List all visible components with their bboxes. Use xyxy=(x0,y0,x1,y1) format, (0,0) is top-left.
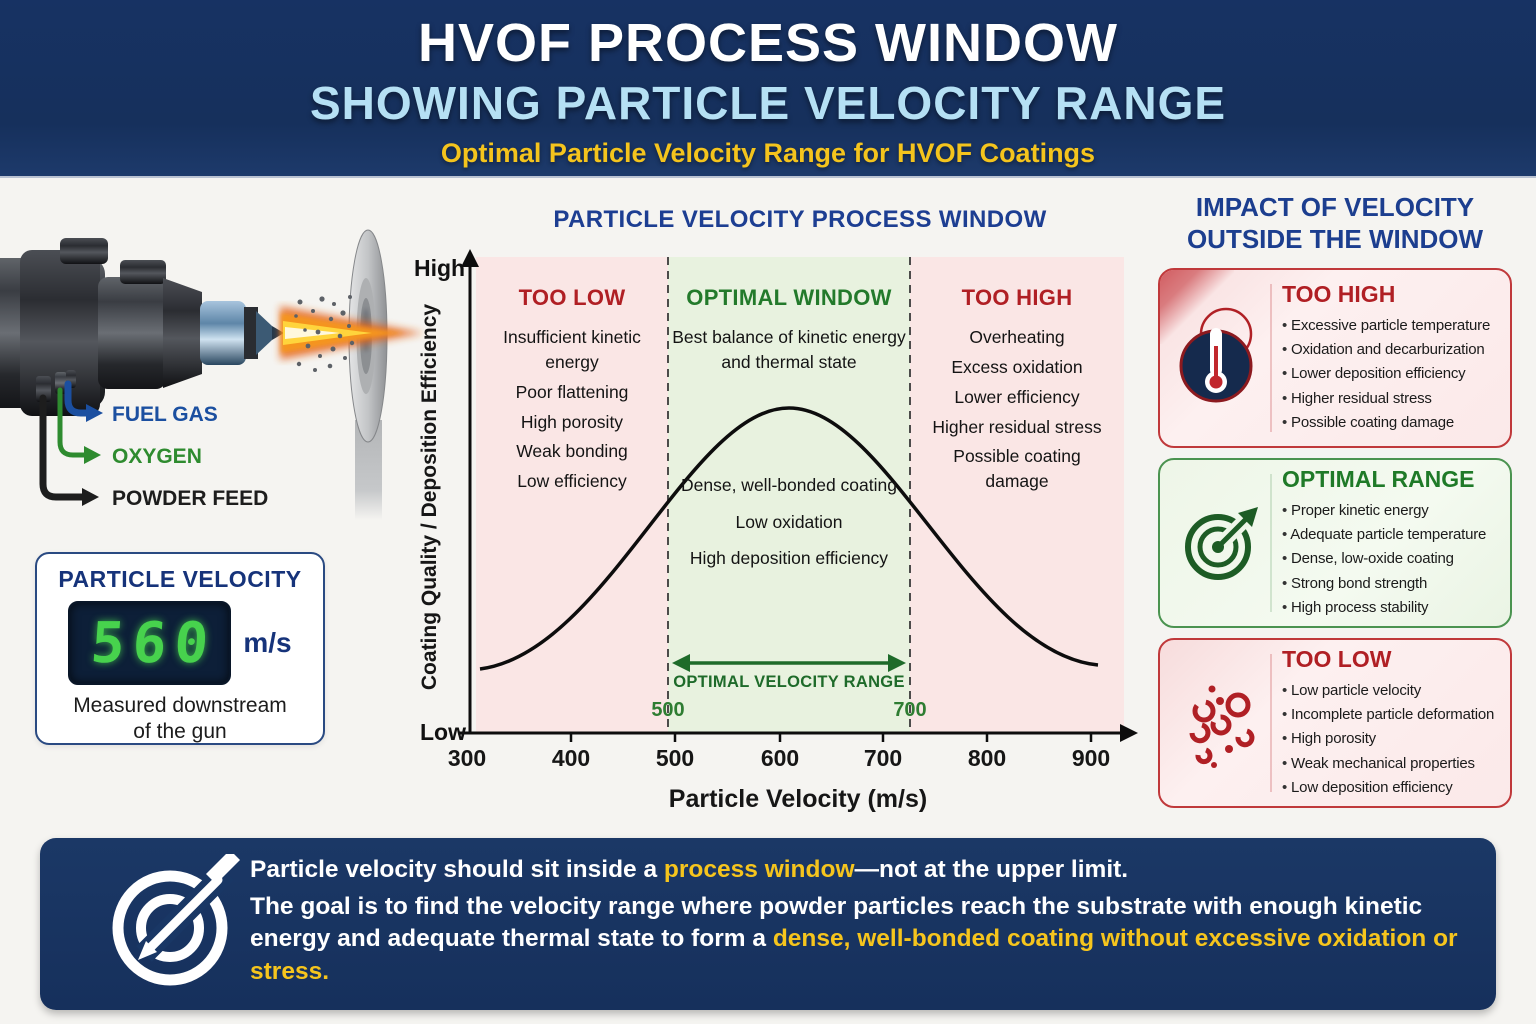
velocity-box-title: PARTICLE VELOCITY xyxy=(58,566,302,592)
card-corner-ribbon xyxy=(1160,270,1234,344)
zone-too-high-text xyxy=(910,285,1124,499)
card-divider xyxy=(1270,284,1272,432)
footer-highlight-goal: dense, well-bonded coating without excessive oxidation or stress. xyxy=(250,925,1458,985)
header-banner xyxy=(0,0,1536,178)
x-tick-400: 400 xyxy=(551,745,591,771)
footer-banner xyxy=(40,838,1496,1010)
chart-title: PARTICLE VELOCITY PROCESS WINDOW xyxy=(553,206,1047,233)
velocity-unit: m/s xyxy=(243,627,292,658)
zone-optimal-intro: Best balance of kinetic energy and thermal state xyxy=(672,327,906,373)
x-axis-arrowhead xyxy=(1120,724,1138,742)
optimal-range-max: 700 xyxy=(893,699,927,721)
x-tick-300: 300 xyxy=(447,745,487,771)
card-optimal-list: • Proper kinetic energy • Adequate particle temperature • Dense, low-oxide coating • Strong bond strength • High process stability xyxy=(1282,499,1486,620)
page-tagline: Optimal Particle Velocity Range for HVOF Coatings xyxy=(440,138,1096,168)
card-too-high xyxy=(1158,268,1512,448)
card-too-low xyxy=(1158,638,1512,808)
y-axis-low-label: Low xyxy=(420,719,466,745)
y-axis-title: Coating Quality / Deposition Efficiency xyxy=(418,303,441,691)
impact-panel xyxy=(1148,192,1522,796)
card-optimal-title: OPTIMAL RANGE xyxy=(1282,465,1475,492)
card-optimal-range xyxy=(1158,458,1512,628)
x-tick-600: 600 xyxy=(760,745,800,771)
card-divider xyxy=(1270,654,1272,792)
zone-optimal-text xyxy=(668,285,910,376)
footer-text xyxy=(250,854,1488,988)
card-too-high-title: TOO HIGH xyxy=(1282,280,1396,307)
target-arrow-icon xyxy=(98,854,248,994)
oxygen-arrowhead xyxy=(84,446,101,464)
x-tick-500: 500 xyxy=(655,745,695,771)
y-axis-high-label: High xyxy=(414,255,466,281)
card-too-high-list: • Excessive particle temperature • Oxidation and decarburization • Lower deposition efficiency • Higher residual stress • Possible coating damage xyxy=(1282,314,1490,435)
page-subtitle: SHOWING PARTICLE VELOCITY RANGE xyxy=(309,77,1227,129)
card-divider xyxy=(1270,474,1272,612)
zone-too-high-header: TOO HIGH xyxy=(961,285,1073,310)
x-tick-900: 900 xyxy=(1071,745,1111,771)
zone-too-low-header: TOO LOW xyxy=(518,285,626,310)
substrate-disc xyxy=(349,230,387,520)
footer-line1: Particle velocity should sit inside a process window—not at the upper limit. xyxy=(250,856,1129,883)
zone-too-high-list: Overheating Excess oxidation Lower efficiency Higher residual stress Possible coating damage xyxy=(932,327,1102,492)
velocity-caption: Measured downstream of the gun xyxy=(73,694,287,744)
footer-highlight-process-window: process window xyxy=(663,856,855,883)
x-tick-700: 700 xyxy=(863,745,903,771)
velocity-digital-display xyxy=(68,601,231,685)
particles-icon xyxy=(1174,671,1266,775)
powder-feed-label: POWDER FEED xyxy=(112,487,269,510)
x-tick-800: 800 xyxy=(967,745,1007,771)
fuel-gas-label: FUEL GAS xyxy=(112,403,218,426)
chart-plot-area xyxy=(400,245,1140,828)
impact-panel-title: IMPACT OF VELOCITY OUTSIDE THE WINDOW xyxy=(1186,192,1484,254)
page-title: HVOF PROCESS WINDOW xyxy=(417,13,1118,73)
card-too-low-list: • Low particle velocity • Incomplete particle deformation • High porosity • Weak mechanical properties • Low deposition efficiency xyxy=(1282,679,1494,800)
target-icon xyxy=(1174,491,1266,595)
x-axis-title: Particle Velocity (m/s) xyxy=(668,785,928,813)
footer-body: The goal is to find the velocity range where powder particles reach the substrate with enough kinetic energy and adequate thermal state to form a dense, well-bonded coating without excessive oxidation or stress. xyxy=(250,892,1458,985)
card-too-low-title: TOO LOW xyxy=(1282,645,1392,672)
hvof-gun-illustration xyxy=(0,180,460,530)
powder-feed-arrowhead xyxy=(82,488,99,506)
zone-too-low-list: Insufficient kinetic energy Poor flattening High porosity Weak bonding Low efficiency xyxy=(503,327,641,492)
zone-optimal-benefits: Dense, well-bonded coating Low oxidation High deposition efficiency xyxy=(681,475,897,568)
oxygen-label: OXYGEN xyxy=(112,445,202,468)
process-window-chart xyxy=(400,200,1140,828)
particle-velocity-readout xyxy=(35,552,325,745)
zone-optimal-header: OPTIMAL WINDOW xyxy=(686,285,892,310)
velocity-value: 560 xyxy=(89,610,219,676)
zone-too-low-text xyxy=(476,285,668,499)
optimal-range-label: OPTIMAL VELOCITY RANGE xyxy=(673,673,905,691)
optimal-range-min: 500 xyxy=(651,699,685,721)
